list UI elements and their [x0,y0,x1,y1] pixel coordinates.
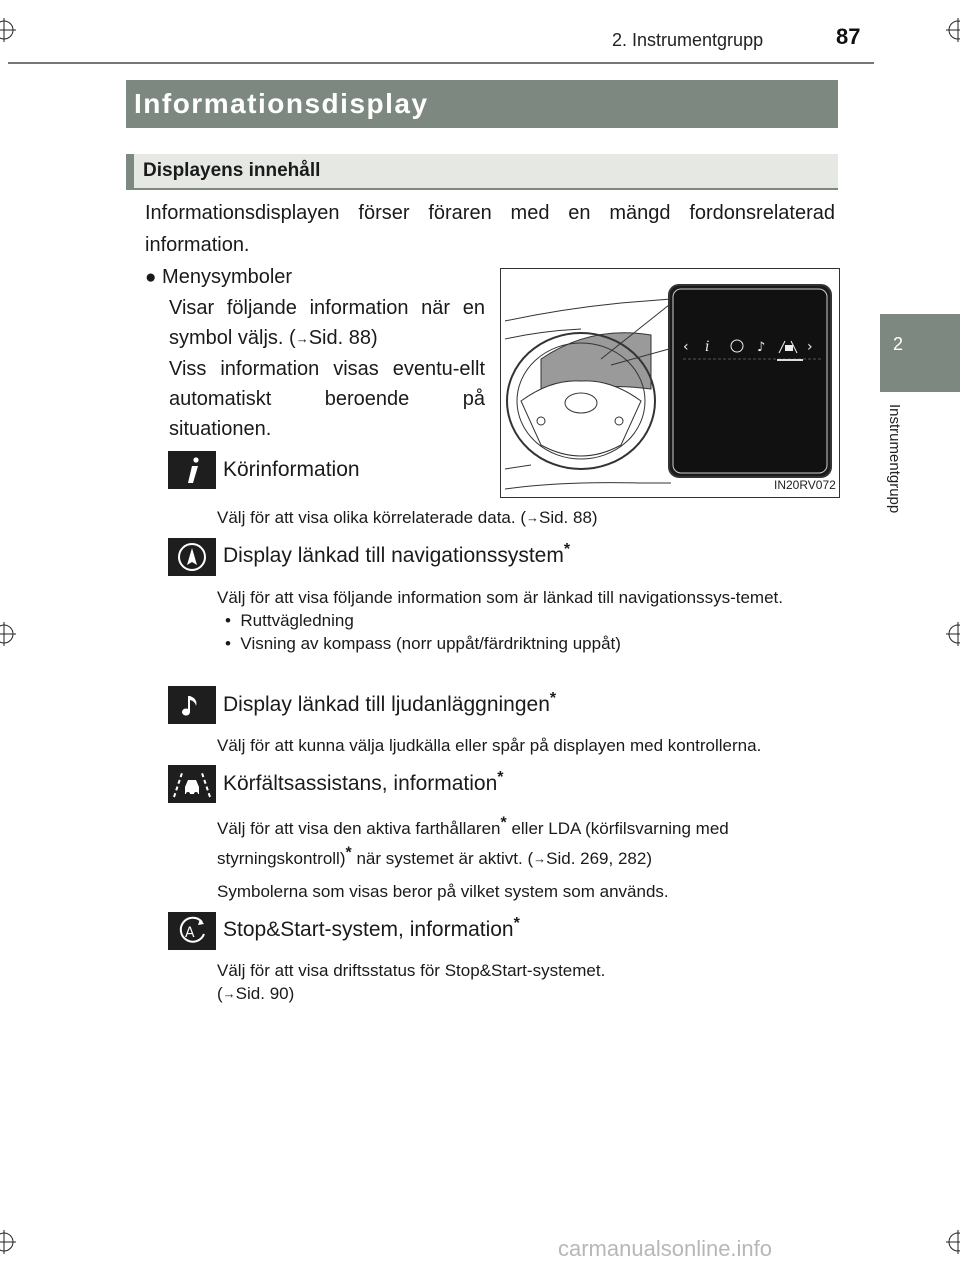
watermark: carmanualsonline.info [558,1236,773,1261]
item-desc-lane-assist: Välj för att visa den aktiva farthållaren* eller LDA (körfilsvarning med styrningskontroll)* när systemet är aktivt. (→Sid. 269, 282) Symbolerna som visas beror på vilket system som används. [217,814,729,901]
section-subtitle-bar [126,154,838,190]
registration-mark-icon [946,622,960,646]
registration-mark-icon [0,1230,16,1254]
section-subtitle: Displayens innehåll [143,160,321,181]
item-title-audio: Display länkad till ljudanläggningen* [223,690,557,716]
page-title: Informationsdisplay [134,88,429,119]
chapter-tab [880,314,960,392]
item-desc-audio: Välj för att kunna välja ljudkälla eller spår på displayen med kontrollerna. [217,736,762,755]
navigation-icon [168,538,216,576]
instrument-cluster-illustration [500,268,840,498]
header-divider [8,62,874,64]
registration-mark-icon [946,18,960,42]
chapter-number: 2 [892,334,903,354]
item-title-stop-start: Stop&Start-system, information* [223,915,520,941]
bullet-icon: ● [145,267,157,288]
svg-text:›: › [807,339,813,355]
item-title-lane-assist: Körfältsassistans, information* [223,769,504,795]
figure-caption: IN20RV072 [774,478,836,492]
music-note-icon [168,686,216,724]
svg-text:i: i [705,339,710,355]
arrow-icon: → [533,851,547,866]
svg-text:♪: ♪ [757,340,766,355]
menu-description: Visar följande information när en symbol väljs. (→Sid. 88) [145,293,485,354]
arrow-icon: → [525,510,539,525]
menu-note: Viss information visas eventu-ellt automatiskt beroende på situationen. [169,358,485,440]
registration-mark-icon [946,1230,960,1254]
svg-text:‹: ‹ [683,339,689,355]
item-desc-driving-info: Välj för att visa olika körrelaterade data. (→Sid. 88) [217,508,598,527]
arrow-icon: → [295,331,309,346]
info-icon [168,451,216,489]
list-item: Visning av kompass (norr uppåt/färdriktning uppåt) [240,634,621,653]
lane-assist-icon [168,765,216,803]
section-header: 2. Instrumentgrupp [612,30,764,50]
menu-symbols-block [145,262,485,444]
page-number: 87 [836,24,861,49]
stop-start-icon [168,912,216,950]
page-title-bar [126,80,838,128]
intro-paragraph: Informationsdisplayen förser föraren med en mängd fordonsrelaterad information. [145,202,835,256]
registration-mark-icon [0,18,16,42]
list-item: Ruttvägledning [240,611,354,630]
item-title-driving-info: Körinformation [223,458,360,481]
item-title-navigation: Display länkad till navigationssystem* [223,541,571,567]
svg-text:A: A [185,925,195,941]
arrow-icon: → [222,986,236,1001]
chapter-side-label: Instrumentgrupp [886,404,903,514]
item-desc-navigation: Välj för att visa följande information som är länkad till navigationssys-temet. • Ruttvägledning • Visning av kompass (norr uppåt/färdriktning uppåt) [217,588,783,653]
item-desc-stop-start: Välj för att visa driftsstatus för Stop&Start-systemet. (→Sid. 90) [217,961,606,1003]
registration-mark-icon [0,622,16,646]
menu-heading: Menysymboler [162,266,293,288]
